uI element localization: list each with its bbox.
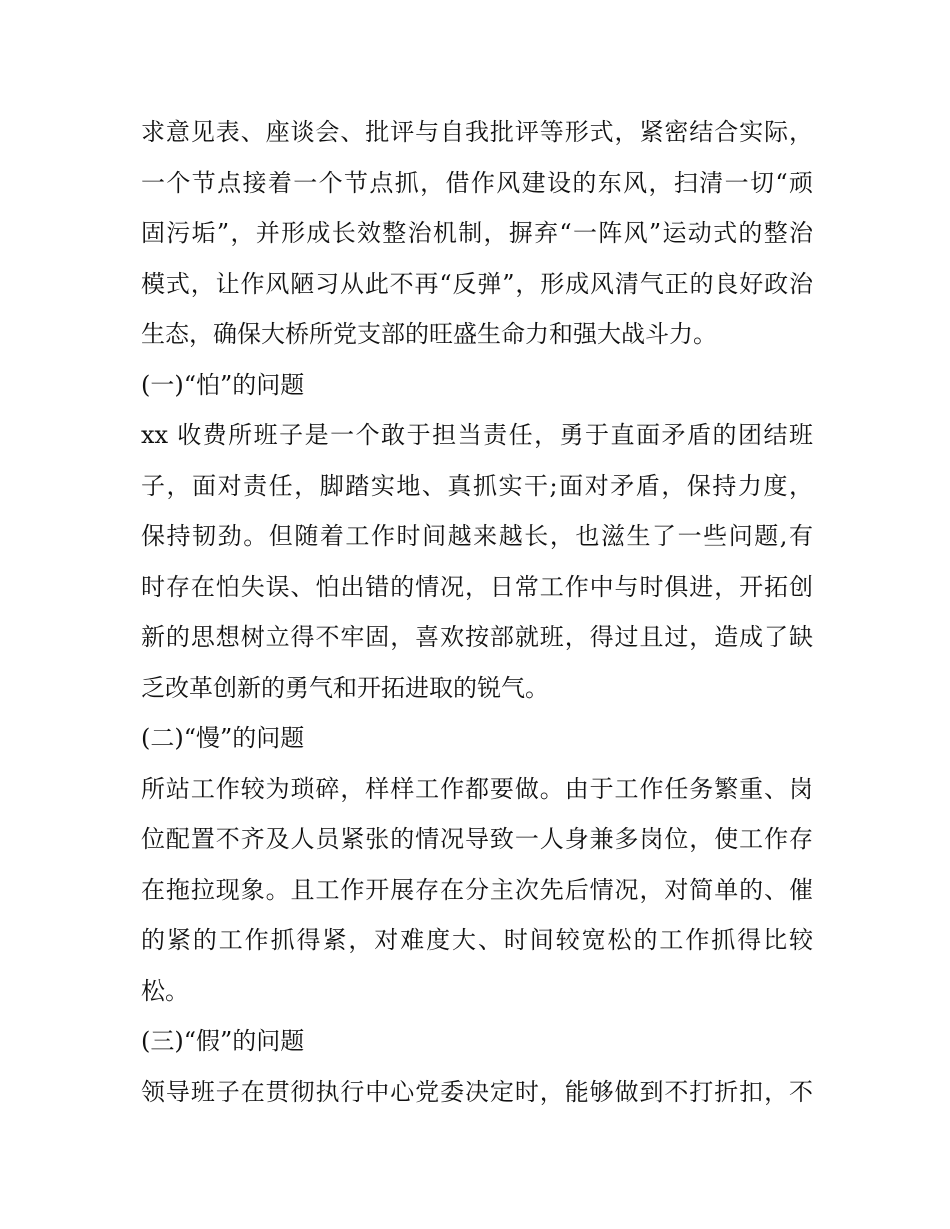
paragraph-line: 领导班子在贯彻执行中心党委决定时，能够做到不打折扣，不 (141, 1077, 813, 1106)
paragraph-line: xx 收费所班子是一个敢于担当责任，勇于直面矛盾的团结班 (141, 421, 813, 449)
paragraph-line: 新的思想树立得不牢固，喜欢按部就班，得过且过，造成了缺 (141, 623, 813, 651)
paragraph-line: 求意见表、座谈会、批评与自我批评等形式，紧密结合实际， (141, 118, 813, 146)
section-heading: (二)“慢”的问题 (141, 724, 305, 752)
section-heading: (三)“假”的问题 (141, 1027, 305, 1055)
paragraph-line: 所站工作较为琐碎，样样工作都要做。由于工作任务繁重、岗 (141, 774, 813, 803)
paragraph-line: 的紧的工作抓得紧，对难度大、时间较宽松的工作抓得比较 (141, 926, 813, 954)
paragraph-line: 乏改革创新的勇气和开拓进取的锐气。 (141, 673, 549, 702)
paragraph-line: 时存在怕失误、怕出错的情况，日常工作中与时俱进，开拓创 (141, 572, 813, 601)
section-heading: (一)“怕”的问题 (141, 370, 305, 399)
paragraph-line: 固污垢”，并形成长效整治机制，摒弃“一阵风”运动式的整治 (141, 219, 813, 247)
paragraph-line: 子，面对责任，脚踏实地、真抓实干;面对矛盾，保持力度， (141, 471, 813, 500)
paragraph-line: 生态，确保大桥所党支部的旺盛生命力和强大战斗力。 (141, 320, 717, 348)
paragraph-line: 保持韧劲。但随着工作时间越来越长，也滋生了一些问题,有 (141, 522, 813, 550)
paragraph-line: 模式，让作风陋习从此不再“反弹”，形成风清气正的良好政治 (141, 269, 813, 298)
paragraph-line: 一个节点接着一个节点抓，借作风建设的东风，扫清一切“顽 (141, 168, 813, 197)
paragraph-line: 位配置不齐及人员紧张的情况导致一人身兼多岗位，使工作存 (141, 825, 813, 853)
paragraph-line: 松。 (141, 976, 189, 1005)
document-body (141, 107, 813, 1117)
paragraph-line: 在拖拉现象。且工作开展存在分主次先后情况，对简单的、催 (141, 875, 813, 904)
